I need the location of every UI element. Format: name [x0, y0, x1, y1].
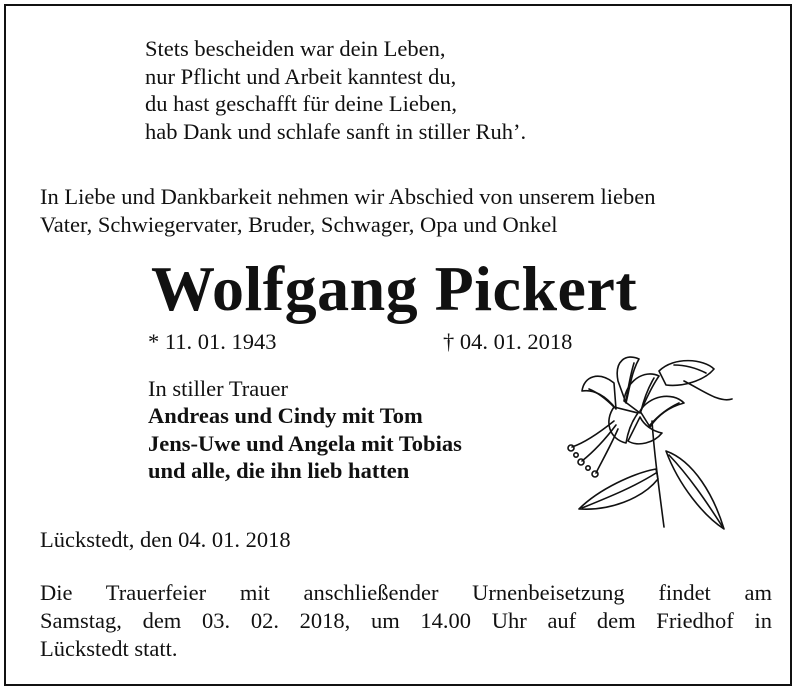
funeral-line: Lückstedt statt. [40, 636, 178, 661]
death-date: † 04. 01. 2018 [443, 329, 573, 354]
poem-line: hab Dank und schlafe sanft in stiller Ruh’. [145, 118, 527, 144]
funeral-notice [40, 579, 772, 663]
funeral-line: Die Trauerfeier mit anschließender Urnenbeisetzung findet am [40, 580, 772, 605]
mourner-line: Andreas und Cindy mit Tom [148, 403, 423, 428]
mourners-intro: In stiller Trauer [148, 376, 288, 401]
poem-line: du hast geschafft für deine Lieben, [145, 91, 457, 116]
mourners-list [148, 402, 462, 485]
intro-text [40, 183, 655, 238]
intro-line: Vater, Schwiegervater, Bruder, Schwager, Opa und Onkel [40, 211, 558, 237]
place-date: Lückstedt, den 04. 01. 2018 [40, 527, 291, 552]
deceased-name: Wolfgang Pickert [151, 253, 638, 324]
lily-flower-icon [554, 351, 744, 531]
funeral-line: Samstag, dem 03. 02. 2018, um 14.00 Uhr auf dem Friedhof in [40, 608, 772, 633]
mourner-line: Jens-Uwe und Angela mit Tobias [148, 430, 462, 456]
mourner-line: und alle, die ihn lieb hatten [148, 458, 410, 483]
birth-date: * 11. 01. 1943 [148, 329, 277, 354]
intro-line: In Liebe und Dankbarkeit nehmen wir Abschied von unserem lieben [40, 184, 656, 209]
poem-line: Stets bescheiden war dein Leben, [145, 36, 446, 61]
poem-line: nur Pflicht und Arbeit kanntest du, [145, 63, 457, 89]
obituary-frame [4, 4, 792, 686]
poem [145, 35, 526, 145]
